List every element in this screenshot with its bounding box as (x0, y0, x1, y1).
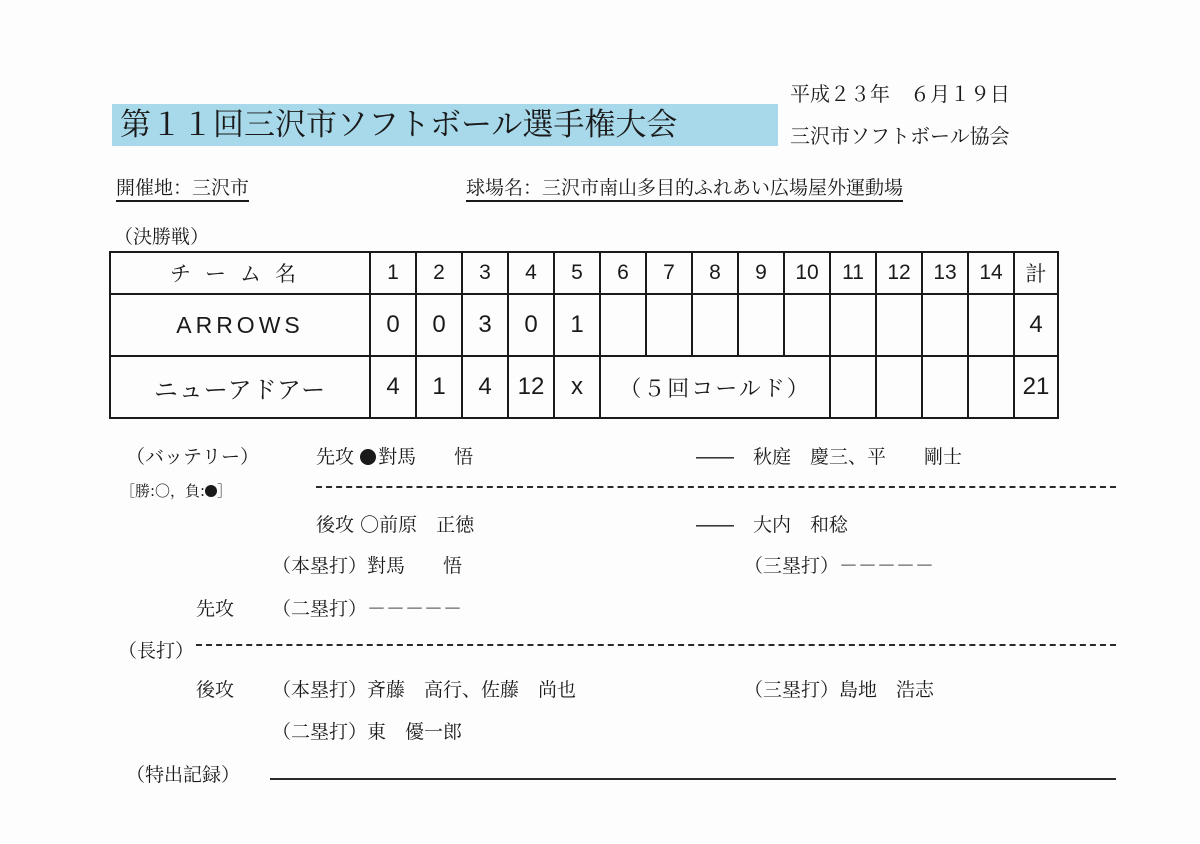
battery-label: （バッテリー） (126, 446, 260, 468)
second-pitcher: 〇前原 正徳 (360, 514, 475, 536)
inning-score (922, 294, 968, 356)
inning-score (876, 294, 922, 356)
field-name: 球場名：三沢市南山多目的ふれあい広場屋外運動場 (466, 176, 903, 202)
divider-line (316, 486, 1116, 488)
special-records-label: （特出記録） (126, 764, 241, 786)
inning-header: 9 (738, 252, 784, 294)
inning-score: 12 (508, 356, 554, 418)
second-triples: （三塁打）島地 浩志 (744, 679, 935, 701)
inning-score: 0 (416, 294, 462, 356)
inning-score (600, 294, 646, 356)
loss-marker-icon (360, 449, 376, 465)
special-records-line (270, 778, 1116, 780)
inning-score: x (554, 356, 600, 418)
inning-header: 13 (922, 252, 968, 294)
inning-header: 11 (830, 252, 876, 294)
second-label: 後攻 (316, 514, 355, 536)
inning-score (738, 294, 784, 356)
second-catcher: ―― 大内 和稔 (696, 514, 849, 536)
inning-score: 1 (554, 294, 600, 356)
organizer: 三沢市ソフトボール協会 (790, 124, 1010, 148)
long-hits-label: （長打） (118, 640, 195, 662)
first-doubles: （二塁打）－－－－－ (272, 598, 463, 620)
called-game-note: （５回コールド） (600, 356, 830, 418)
legend-text: ［勝:〇，負: (120, 482, 206, 500)
first-label-hits: 先攻 (196, 598, 235, 620)
inning-score (968, 356, 1014, 418)
second-label-hits: 後攻 (196, 679, 235, 701)
inning-header: 14 (968, 252, 1014, 294)
inning-score (830, 294, 876, 356)
inning-score: 4 (370, 356, 416, 418)
inning-header: 12 (876, 252, 922, 294)
inning-score: 4 (462, 356, 508, 418)
inning-header: 10 (784, 252, 830, 294)
team-row-arrows (110, 294, 1058, 356)
first-catchers: ―― 秋庭 慶三、平 剛士 (696, 446, 963, 468)
team-row-new-adore (110, 356, 1058, 418)
first-label: 先攻 (316, 446, 355, 468)
inning-header: 5 (554, 252, 600, 294)
first-pitcher: 對馬 悟 (378, 446, 474, 468)
team-name-header: チーム名 (110, 252, 370, 294)
win-loss-legend (120, 480, 232, 501)
scoreboard-header-row (110, 252, 1058, 294)
inning-header: 2 (416, 252, 462, 294)
inning-score (876, 356, 922, 418)
battery-second-row (316, 510, 474, 537)
first-triples: （三塁打）－－－－－ (744, 555, 935, 577)
inning-score (968, 294, 1014, 356)
inning-score (922, 356, 968, 418)
inning-header: 1 (370, 252, 416, 294)
second-home-runs: （本塁打）斉藤 高行、佐藤 尚也 (272, 679, 577, 701)
team-name: ニューアドアー (110, 356, 370, 418)
inning-header: 7 (646, 252, 692, 294)
team-name: ARROWS (110, 294, 370, 356)
divider-line (196, 644, 1116, 646)
scoreboard-table (109, 251, 1059, 419)
inning-score (784, 294, 830, 356)
page-title: 第１１回三沢市ソフトボール選手権大会 (112, 104, 778, 146)
inning-score: 3 (462, 294, 508, 356)
venue: 開催地：三沢市 (116, 176, 249, 202)
game-type: （決勝戦） (114, 226, 210, 248)
first-home-runs: （本塁打）對馬 悟 (272, 555, 463, 577)
inning-score: 1 (416, 356, 462, 418)
inning-score: 0 (370, 294, 416, 356)
second-doubles: （二塁打）東 優一郎 (272, 721, 463, 743)
loss-marker-icon (205, 485, 217, 497)
inning-score (646, 294, 692, 356)
inning-score (692, 294, 738, 356)
legend-end: ］ (217, 482, 233, 500)
inning-score (830, 356, 876, 418)
battery-first-row (316, 442, 473, 469)
inning-header: 8 (692, 252, 738, 294)
total-header: 計 (1014, 252, 1058, 294)
inning-header: 3 (462, 252, 508, 294)
team-total: 4 (1014, 294, 1058, 356)
inning-header: 6 (600, 252, 646, 294)
team-total: 21 (1014, 356, 1058, 418)
inning-score: 0 (508, 294, 554, 356)
inning-header: 4 (508, 252, 554, 294)
date: 平成２３年 ６月１９日 (790, 82, 1010, 106)
